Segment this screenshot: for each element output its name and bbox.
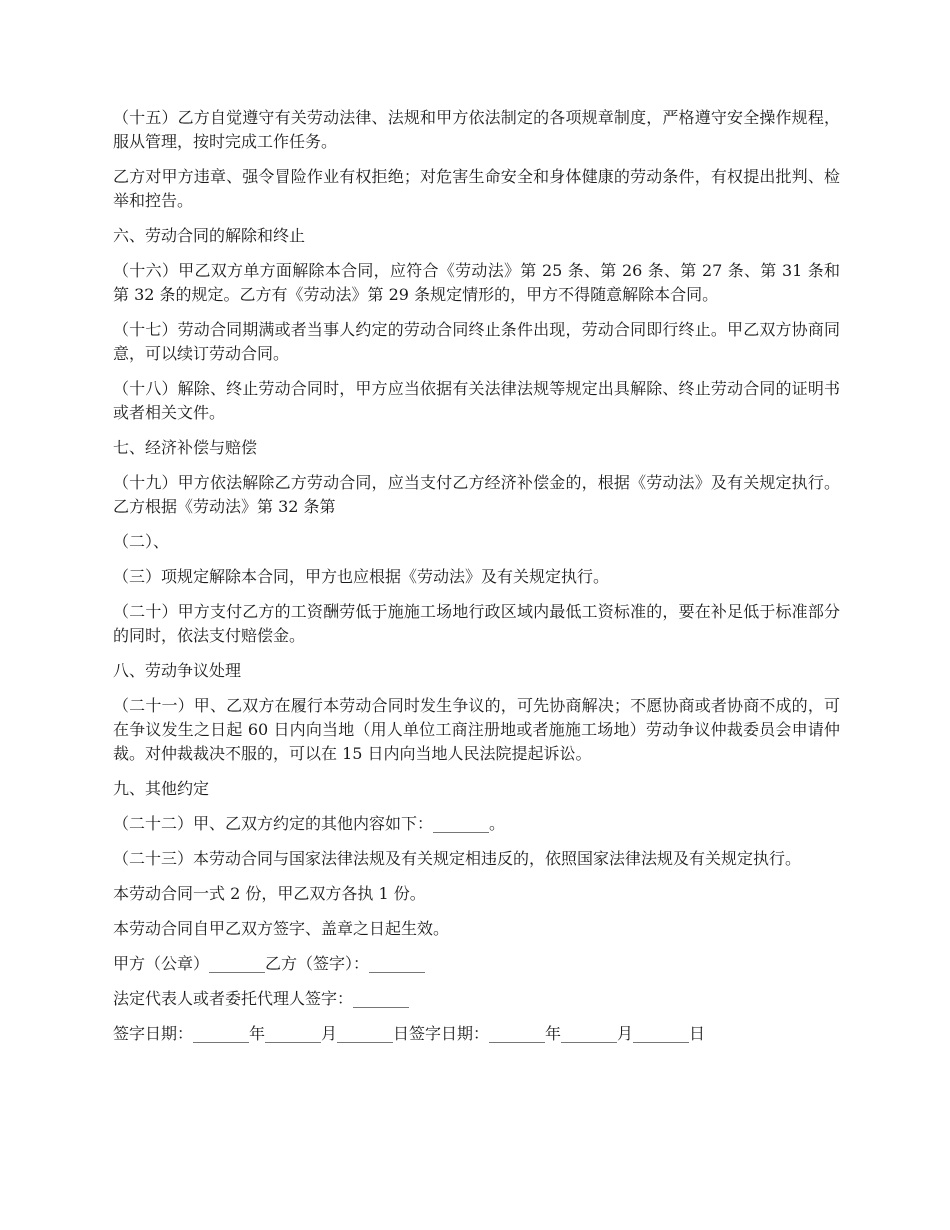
signing-date-line: 签字日期：_______年_______月_______日签字日期：_______年_______月_______日: [113, 1024, 706, 1043]
document-body: [113, 106, 840, 1057]
clause-18: （十八）解除、终止劳动合同时，甲方应当依据有关法律法规等规定出具解除、终止劳动合同的证明书或者相关文件。: [113, 379, 840, 422]
section-heading-other-terms: 九、其他约定: [113, 779, 210, 798]
clause-20: （二十）甲方支付乙方的工资酬劳低于施施工场地行政区域内最低工资标准的，要在补足低于标准部分的同时，依法支付赔偿金。: [113, 602, 840, 645]
clause-17: （十七）劳动合同期满或者当事人约定的劳动合同终止条件出现，劳动合同即行终止。甲乙双方协商同意，可以续订劳动合同。: [113, 320, 840, 363]
representative-signature-line: 法定代表人或者委托代理人签字：_______: [113, 989, 410, 1008]
clause-15-refusal-right: 乙方对甲方违章、强令冒险作业有权拒绝；对危害生命安全和身体健康的劳动条件，有权提出批判、检举和控告。: [113, 167, 840, 210]
clause-23: （二十三）本劳动合同与国家法律法规及有关规定相违反的，依照国家法律法规及有关规定执行。: [113, 849, 802, 868]
clause-21: （二十一）甲、乙双方在履行本劳动合同时发生争议的，可先协商解决；不愿协商或者协商不成的，可在争议发生之日起 60 日内向当地（用人单位工商注册地或者施施工场地）劳动争议仲裁委员会申请仲裁。对仲裁裁决不服的，可以在 15 日内向当地人民法院提起诉讼。: [113, 696, 840, 763]
clause-19: （十九）甲方依法解除乙方劳动合同，应当支付乙方经济补偿金的，根据《劳动法》及有关规定执行。乙方根据《劳动法》第 32 条第: [113, 473, 840, 516]
section-heading-disputes: 八、劳动争议处理: [113, 661, 242, 680]
clause-19-item-3: （三）项规定解除本合同，甲方也应根据《劳动法》及有关规定执行。: [113, 567, 610, 586]
clause-15: （十五）乙方自觉遵守有关劳动法律、法规和甲方依法制定的各项规章制度，严格遵守安全操作规程，服从管理，按时完成工作任务。: [113, 108, 840, 151]
section-heading-termination: 六、劳动合同的解除和终止: [113, 226, 306, 245]
clause-22: （二十二）甲、乙双方约定的其他内容如下：_______。: [113, 814, 506, 833]
party-signature-line: 甲方（公章）_______乙方（签字）：_______: [113, 954, 426, 973]
clause-19-item-2: （二）、: [113, 532, 170, 551]
copies-statement: 本劳动合同一式 2 份，甲乙双方各执 1 份。: [113, 884, 426, 903]
clause-16: （十六）甲乙双方单方面解除本合同，应符合《劳动法》第 25 条、第 26 条、第 27 条、第 31 条和第 32 条的规定。乙方有《劳动法》第 29 条规定情形的，甲方不得随意解除本合同。: [113, 261, 840, 304]
effective-statement: 本劳动合同自甲乙双方签字、盖章之日起生效。: [113, 919, 450, 938]
section-heading-compensation: 七、经济补偿与赔偿: [113, 438, 258, 457]
